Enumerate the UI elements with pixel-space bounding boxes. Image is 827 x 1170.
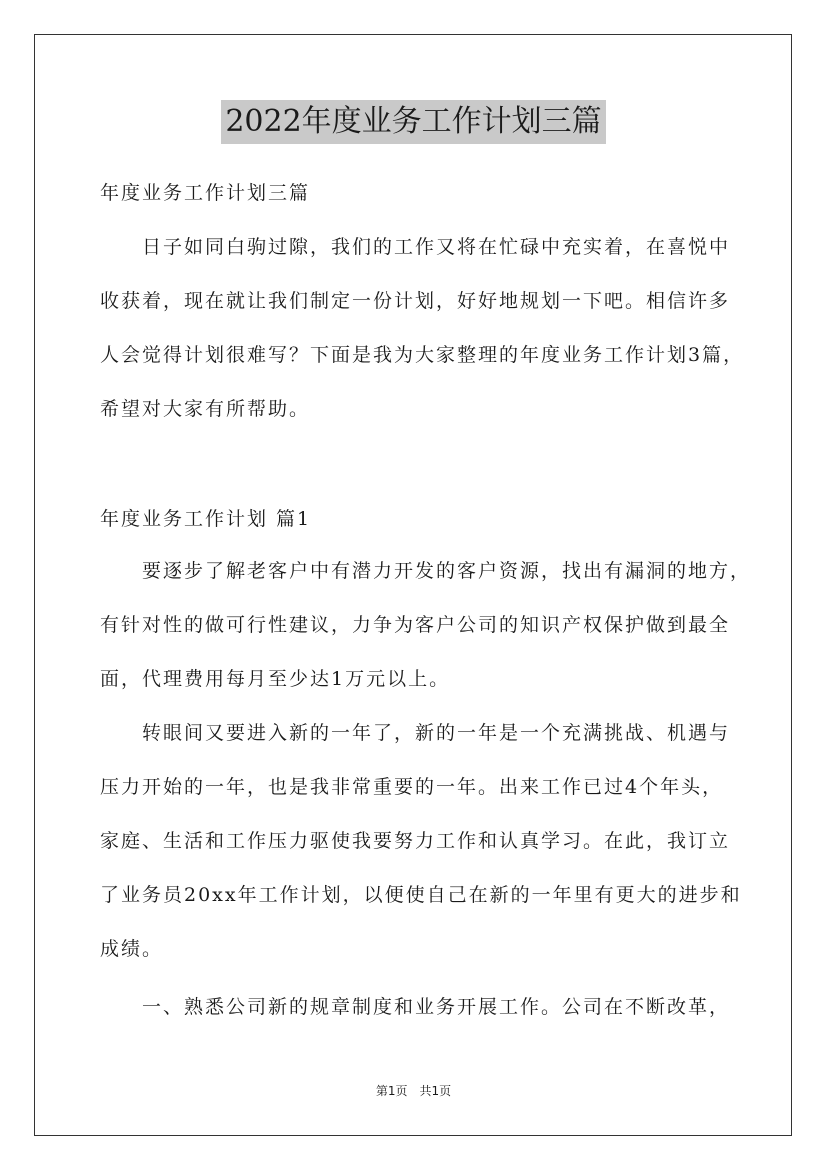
section-heading: 年度业务工作计划 篇1 (100, 508, 312, 530)
page-footer: 第1页 共1页 (375, 1084, 452, 1098)
paragraph-line: 转眼间又要进入新的一年了，新的一年是一个充满挑战、机遇与 (100, 722, 731, 744)
paragraph-line: 压力开始的一年，也是我非常重要的一年。出来工作已过4个年头， (100, 776, 724, 798)
paragraph-line: 有针对性的做可行性建议，力争为客户公司的知识产权保护做到最全 (100, 614, 731, 636)
paragraph-line: 日子如同白驹过隙，我们的工作又将在忙碌中充实着，在喜悦中 (100, 236, 731, 258)
paragraph-line: 了业务员20xx年工作计划，以便使自己在新的一年里有更大的进步和 (100, 884, 742, 906)
paragraph-line: 收获着，现在就让我们制定一份计划，好好地规划一下吧。相信许多 (100, 290, 731, 312)
document-title: 2022年度业务工作计划三篇 (221, 100, 605, 144)
subtitle-line: 年度业务工作计划三篇 (100, 182, 311, 204)
paragraph-line: 一、熟悉公司新的规章制度和业务开展工作。公司在不断改革， (100, 996, 731, 1018)
paragraph-line: 希望对大家有所帮助。 (100, 398, 311, 420)
paragraph-line: 要逐步了解老客户中有潜力开发的客户资源，找出有漏洞的地方， (100, 560, 752, 582)
paragraph-line: 家庭、生活和工作压力驱使我要努力工作和认真学习。在此，我订立 (100, 830, 731, 852)
paragraph-line: 面，代理费用每月至少达1万元以上。 (100, 668, 451, 690)
paragraph-line: 成绩。 (100, 938, 164, 960)
paragraph-line: 人会觉得计划很难写？下面是我为大家整理的年度业务工作计划3篇， (100, 344, 745, 366)
title-container (0, 100, 827, 144)
